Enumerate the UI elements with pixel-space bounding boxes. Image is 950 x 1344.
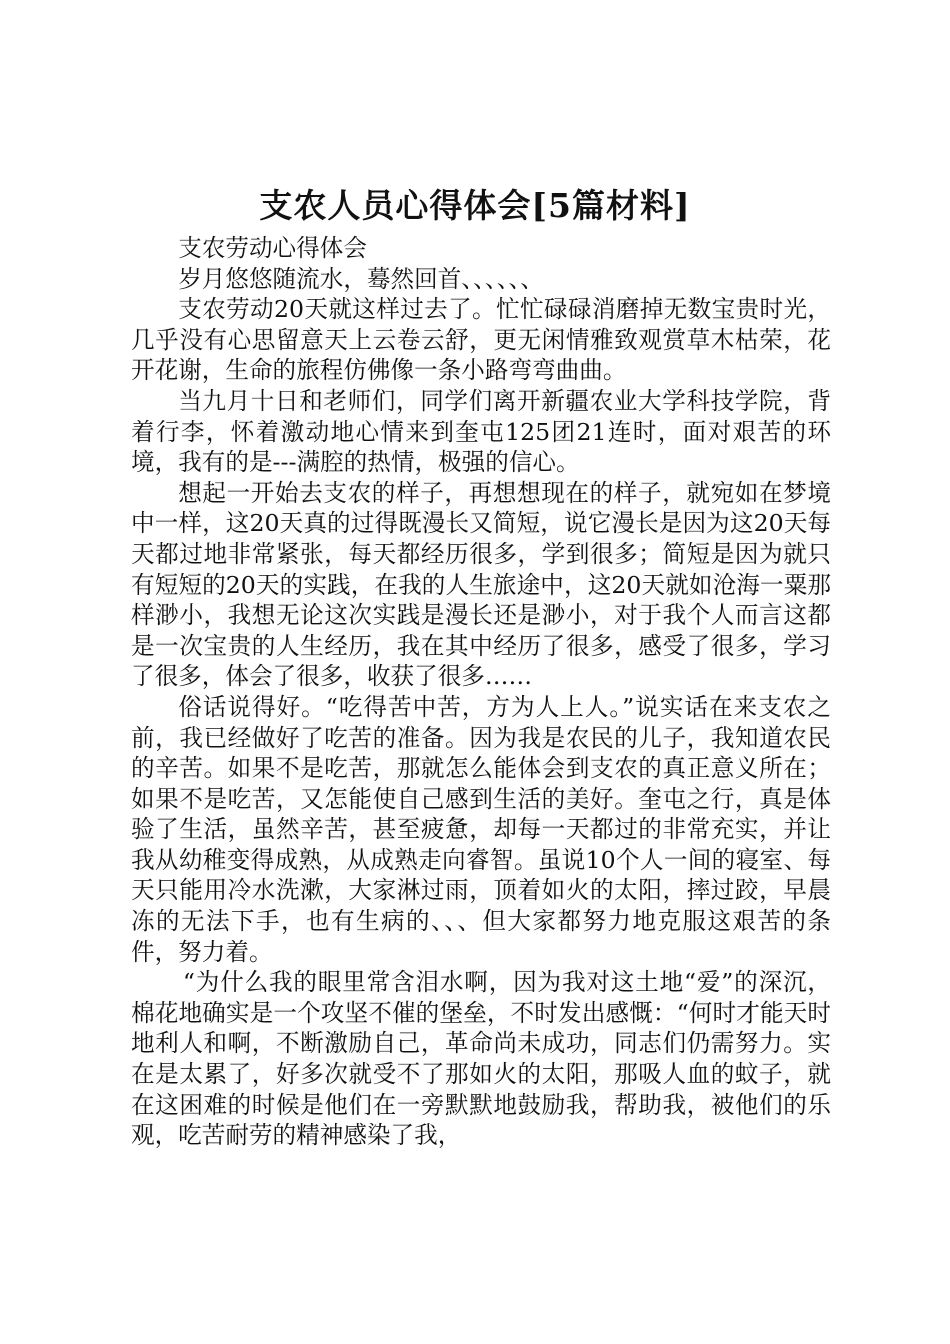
- body-paragraph: 当九月十日和老师们，同学们离开新疆农业大学科技学院，背着行李，怀着激动地心情来到奎屯125团21连时，面对艰苦的环境，我有的是---满腔的热情，极强的信心。: [131, 386, 831, 477]
- body-paragraph: “为什么我的眼里常含泪水啊，因为我对这土地“爱”的深沉，棉花地确实是一个攻坚不催的堡垒，不时发出感慨：“何时才能天时地利人和啊，不断激励自己，革命尚未成功，同志们仍需努力。实在是太累了，好多次就受不了那如火的太阳，那吸人血的蚊子，就在这困难的时候是他们在一旁默默地鼓励我，帮助我，被他们的乐观，吃苦耐劳的精神感染了我，: [131, 968, 831, 1150]
- document-title: 支农人员心得体会[5篇材料]: [259, 186, 691, 225]
- body-paragraph: 俗话说得好。“吃得苦中苦，方为人上人。”说实话在来支农之前，我已经做好了吃苦的准备。因为我是农民的儿子，我知道农民的辛苦。如果不是吃苦，那就怎么能体会到支农的真正意义所在；如果不是吃苦，又怎能使自己感到生活的美好。奎屯之行，真是体验了生活，虽然辛苦，甚至疲惫，却每一天都过的非常充实，并让我从幼稚变得成熟，从成熟走向睿智。虽说10个人一间的寝室、每天只能用冷水洗漱，大家淋过雨，顶着如火的太阳，摔过跤，早晨冻的无法下手，也有生病的、、、但大家都努力地克服这艰苦的条件，努力着。: [131, 692, 831, 966]
- document-body: [131, 233, 831, 1151]
- body-paragraph: 想起一开始去支农的样子，再想想现在的样子，就宛如在梦境中一样，这20天真的过得既漫长又简短，说它漫长是因为这20天每天都过地非常紧张，每天都经历很多，学到很多；简短是因为就只有短短的20天的实践，在我的人生旅途中，这20天就如沧海一粟那样渺小，我想无论这次实践是漫长还是渺小，对于我个人而言这都是一次宝贵的人生经历，我在其中经历了很多，感受了很多，学习了很多，体会了很多，收获了很多……: [131, 478, 831, 691]
- body-paragraph: 支农劳动20天就这样过去了。忙忙碌碌消磨掉无数宝贵时光，几乎没有心思留意天上云卷云舒，更无闲情雅致观赏草木枯荣，花开花谢，生命的旅程仿佛像一条小路弯弯曲曲。: [131, 295, 831, 385]
- body-paragraph-subtitle: 支农劳动心得体会: [178, 234, 367, 262]
- body-paragraph: 岁月悠悠随流水，蓦然回首、、、、、、: [178, 264, 544, 293]
